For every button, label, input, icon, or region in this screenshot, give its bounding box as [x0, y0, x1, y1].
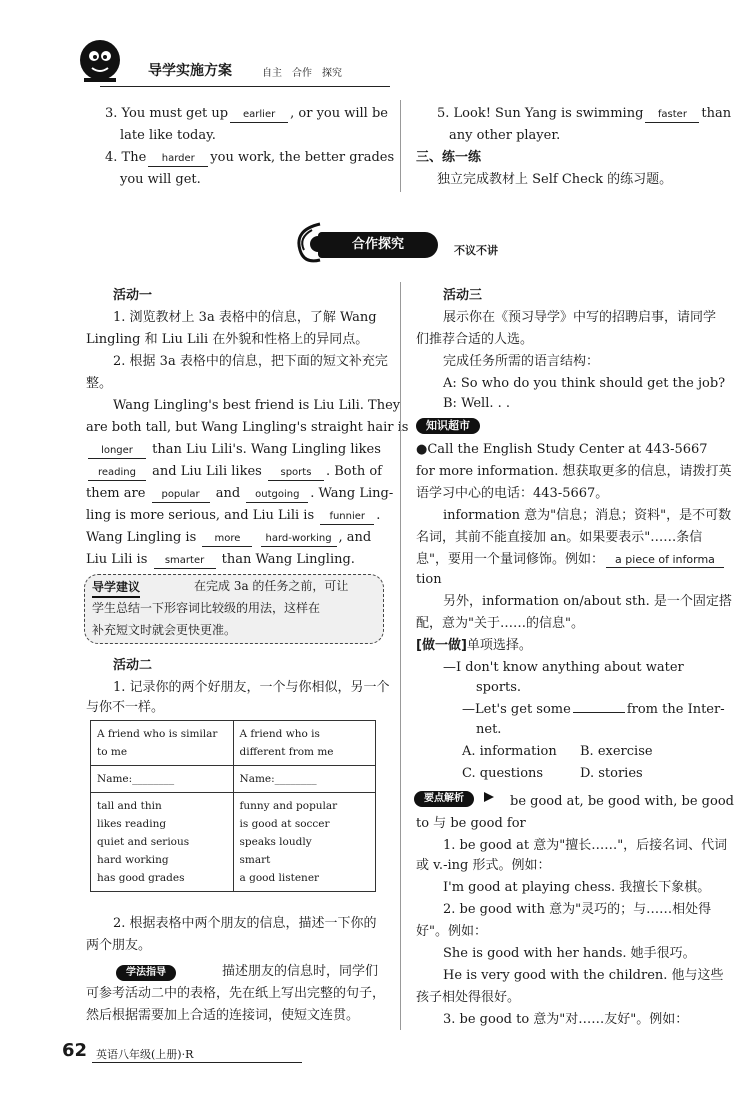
- trait-item: speaks loudly: [239, 836, 312, 848]
- activity3-text: 完成任务所需的语言结构：: [443, 354, 600, 369]
- page-number: 62: [62, 1040, 88, 1061]
- hint-line: 可参考活动二中的表格，先在纸上写出完整的句子，: [86, 986, 386, 1001]
- answer-blank: more: [202, 532, 252, 547]
- answer-blank: popular: [152, 488, 210, 503]
- guidance-line: 学生总结一下形容词比较级的用法，这样在: [92, 601, 321, 615]
- exercise-line: sports.: [476, 680, 522, 695]
- trait-item: has good grades: [97, 872, 185, 884]
- activity2-step2: 2. 根据表格中两个朋友的信息，描述一下你的: [113, 916, 377, 931]
- trait-item: funny and popular: [239, 800, 338, 812]
- answer-blank: sports: [268, 466, 324, 481]
- keypoint-line: I'm good at playing chess. 我擅长下象棋。: [443, 880, 711, 895]
- table-traits-different: [233, 793, 376, 892]
- section3-title: 三、练一练: [416, 150, 482, 165]
- answer-blank: outgoing: [246, 488, 308, 503]
- knowledge-line: 语学习中心的电话：443-5667。: [416, 486, 609, 501]
- passage-line: Liu Lili is smarter than Wang Lingling.: [86, 552, 355, 567]
- dialog-line: A: So who do you think should get the job?: [443, 376, 726, 391]
- activity2-step2-cont: 两个朋友。: [86, 938, 152, 953]
- answer-blank: harder: [148, 152, 208, 167]
- activity3-text: 展示你在《预习导学》中写的招聘启事，请同学: [443, 310, 717, 325]
- q4-line2: you will get.: [120, 172, 201, 187]
- exercise-line: net.: [476, 722, 502, 737]
- footer-rule: [92, 1062, 302, 1063]
- passage-line: Wang Lingling is more hard-working , and: [86, 530, 372, 545]
- knowledge-line: tion: [416, 572, 442, 587]
- keypoint-line: 好"。例如：: [416, 924, 487, 939]
- answer-blank: funnier: [320, 510, 374, 525]
- arrow-icon: [484, 790, 496, 804]
- q3-line2: late like today.: [120, 128, 216, 143]
- table-name-similar: Name:________: [91, 766, 234, 793]
- answer-blank: reading: [88, 466, 146, 481]
- activity3-title: 活动三: [443, 288, 483, 303]
- keypoint-line: 或 v.-ing 形式。例如：: [416, 858, 551, 873]
- trait-item: tall and thin: [97, 800, 162, 812]
- trait-item: hard working: [97, 854, 169, 866]
- table-header-similar: A friend who is similar to me: [91, 721, 234, 766]
- table-header-different: A friend who is different from me: [233, 721, 376, 766]
- option-c: C. questions: [462, 766, 544, 781]
- trait-item: smart: [239, 854, 271, 866]
- passage-line: longer than Liu Lili's. Wang Lingling likes: [86, 440, 381, 460]
- guidance-label: 导学建议: [92, 578, 140, 598]
- banner-note: 不议不讲: [454, 244, 498, 257]
- answer-blank: a piece of informa: [606, 553, 724, 568]
- knowledge-line: ●Call the English Study Center at 443-5667: [416, 442, 708, 457]
- passage-line: them are popular and outgoing . Wang Ling-: [86, 486, 394, 501]
- q5-line1: 5. Look! Sun Yang is swimming faster than: [437, 106, 732, 121]
- column-divider: [400, 282, 401, 1030]
- mascot-icon: [76, 36, 128, 88]
- keypoint-line: 1. be good at 意为"擅长……"，后接名词、代词: [443, 838, 728, 853]
- knowledge-line: 配，意为"关于……的信息"。: [416, 616, 584, 631]
- guidance-line: 补充短文时就会更快更准。: [92, 623, 237, 637]
- answer-blank: faster: [645, 108, 699, 123]
- column-divider-top: [400, 100, 401, 192]
- answer-blank: hard-working: [261, 532, 337, 547]
- friends-table: [90, 720, 376, 892]
- table-name-different: Name:________: [233, 766, 376, 793]
- dialog-line: B: Well. . .: [443, 396, 511, 411]
- knowledge-line: 名词，其前不能直接加 an。如果要表示"……条信: [416, 530, 703, 545]
- trait-item: quiet and serious: [97, 836, 190, 848]
- q5-line2: any other player.: [449, 128, 561, 143]
- exercise-heading: [做一做]单项选择。: [416, 638, 532, 653]
- guidance-line: 在完成 3a 的任务之前，可让: [194, 579, 349, 593]
- trait-item: a good listener: [239, 872, 320, 884]
- passage-line: are both tall, but Wang Lingling's straight hair is: [86, 420, 409, 435]
- hint-line: 然后根据需要加上合适的连接词，使短文连贯。: [86, 1008, 360, 1023]
- activity1-step1: 1. 浏览教材上 3a 表格中的信息，了解 Wang: [113, 310, 377, 325]
- section3-text: 独立完成教材上 Self Check 的练习题。: [437, 172, 673, 187]
- answer-blank: smarter: [154, 554, 216, 569]
- mascot-logo: [76, 36, 128, 88]
- passage-line: Wang Lingling's best friend is Liu Lili. They: [113, 398, 401, 413]
- passage-line: ling is more serious, and Liu Lili is funnier .: [86, 508, 381, 523]
- knowledge-line: information 意为"信息；消息；资料"，是不可数: [443, 508, 732, 523]
- knowledge-line: for more information. 想获取更多的信息，请拨打英: [416, 464, 732, 479]
- keypoint-line: She is good with her hands. 她手很巧。: [443, 946, 696, 961]
- option-a: A. information: [462, 744, 557, 759]
- trait-item: likes reading: [97, 818, 167, 830]
- activity1-title: 活动一: [113, 288, 153, 303]
- keypoint-label: 要点解析: [414, 790, 474, 807]
- activity2-step1-cont: 与你不一样。: [86, 700, 165, 715]
- q3-line1: 3. You must get up earlier , or you will be: [105, 106, 388, 121]
- hint-line: 描述朋友的信息时，同学们: [222, 964, 379, 979]
- activity1-step2: 2. 根据 3a 表格中的信息，把下面的短文补充完: [113, 354, 388, 369]
- activity2-title: 活动二: [113, 658, 153, 673]
- header-rule: [100, 86, 390, 87]
- trait-item: is good at soccer: [239, 818, 330, 830]
- knowledge-line: 息"，要用一个量词修饰。例如： a piece of informa: [416, 550, 726, 570]
- passage-line: reading and Liu Lili likes sports . Both of: [86, 462, 382, 482]
- activity1-step2-cont: 整。: [86, 376, 113, 391]
- footer-book: 英语八年级(上册)·R: [96, 1048, 194, 1061]
- answer-blank: longer: [88, 444, 146, 459]
- knowledge-label: 知识超市: [416, 418, 480, 434]
- page-header-title: 导学实施方案: [148, 63, 232, 79]
- keypoint-line: be good at, be good with, be good: [510, 794, 734, 809]
- option-d: D. stories: [580, 766, 643, 781]
- exercise-line: —Let's get some from the Inter-: [462, 702, 725, 717]
- keypoint-line: 3. be good to 意为"对……友好"。例如：: [443, 1012, 689, 1027]
- activity1-step1-cont: Lingling 和 Liu Lili 在外貌和性格上的异同点。: [86, 332, 369, 347]
- activity2-step1: 1. 记录你的两个好朋友，一个与你相似，另一个: [113, 680, 390, 695]
- q4-line1: 4. The harder you work, the better grades: [105, 150, 395, 165]
- keypoint-line: 孩子相处得很好。: [416, 990, 521, 1005]
- answer-blank: earlier: [230, 108, 288, 123]
- knowledge-line: 另外，information on/about sth. 是一个固定搭: [443, 594, 732, 609]
- exercise-line: —I don't know anything about water: [443, 660, 684, 675]
- answer-blank: [573, 712, 625, 713]
- table-traits-similar: [91, 793, 234, 892]
- page-header-tags: 自主 合作 探究: [262, 68, 342, 79]
- activity3-text: 们推荐合适的人选。: [416, 332, 534, 347]
- keypoint-line: to 与 be good for: [416, 816, 526, 831]
- section-banner: 合作探究: [318, 232, 438, 258]
- hint-label: 学法指导: [116, 964, 176, 981]
- option-b: B. exercise: [580, 744, 653, 759]
- keypoint-line: 2. be good with 意为"灵巧的；与……相处得: [443, 902, 712, 917]
- keypoint-line: He is very good with the children. 他与这些: [443, 968, 724, 983]
